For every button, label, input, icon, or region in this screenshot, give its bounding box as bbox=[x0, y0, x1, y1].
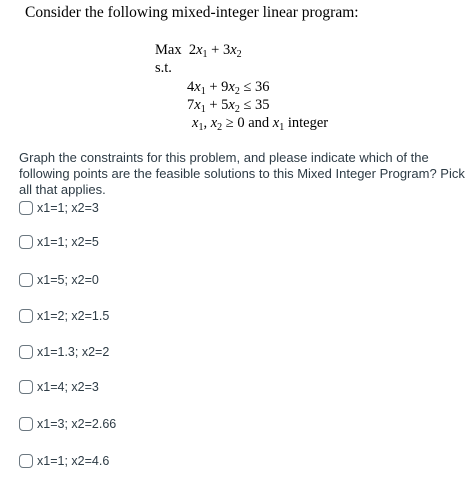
option-label: x1=3; x2=2.66 bbox=[37, 417, 117, 431]
option-label: x1=4; x2=3 bbox=[37, 380, 99, 394]
option-1[interactable] bbox=[19, 199, 99, 217]
option-label: x1=2; x2=1.5 bbox=[37, 309, 110, 323]
option-6[interactable] bbox=[19, 378, 99, 396]
option-checkbox[interactable] bbox=[19, 380, 33, 394]
option-label: x1=1; x2=3 bbox=[37, 201, 99, 215]
option-4[interactable] bbox=[19, 307, 109, 325]
option-2[interactable] bbox=[19, 233, 99, 251]
option-7[interactable] bbox=[19, 415, 116, 433]
question-text: Graph the constraints for this problem, and please indicate which of the following points are the feasible solutions to this Mixed Integer Program? Pick all that applies. bbox=[19, 150, 465, 197]
constraint-2: $7x_1 + 5x_2 \le 35$ bbox=[187, 97, 270, 115]
option-8[interactable] bbox=[19, 452, 109, 470]
option-label: x1=1; x2=4.6 bbox=[37, 454, 110, 468]
option-checkbox[interactable] bbox=[19, 273, 33, 287]
intro-text: Consider the following mixed-integer linear program: bbox=[25, 4, 359, 21]
option-checkbox[interactable] bbox=[19, 309, 33, 323]
option-label: x1=5; x2=0 bbox=[37, 273, 99, 287]
objective-line bbox=[155, 42, 242, 59]
option-label: x1=1.3; x2=2 bbox=[37, 345, 110, 359]
option-checkbox[interactable] bbox=[19, 201, 33, 215]
option-3[interactable] bbox=[19, 271, 99, 289]
option-checkbox[interactable] bbox=[19, 235, 33, 249]
option-checkbox[interactable] bbox=[19, 345, 33, 359]
option-5[interactable] bbox=[19, 343, 109, 361]
option-checkbox[interactable] bbox=[19, 417, 33, 431]
st-label: s.t. bbox=[155, 60, 172, 76]
constraint-3: $x_1$, $x_2 \ge 0$ and $x_1$ integer bbox=[192, 115, 329, 133]
objective-expression: $2x_1 + 3x_2$ bbox=[188, 42, 242, 60]
constraint-1: $4x_1 + 9x_2 \le 36$ bbox=[187, 79, 270, 97]
option-checkbox[interactable] bbox=[19, 454, 33, 468]
max-label: Max bbox=[155, 42, 182, 58]
option-label: x1=1; x2=5 bbox=[37, 235, 99, 249]
